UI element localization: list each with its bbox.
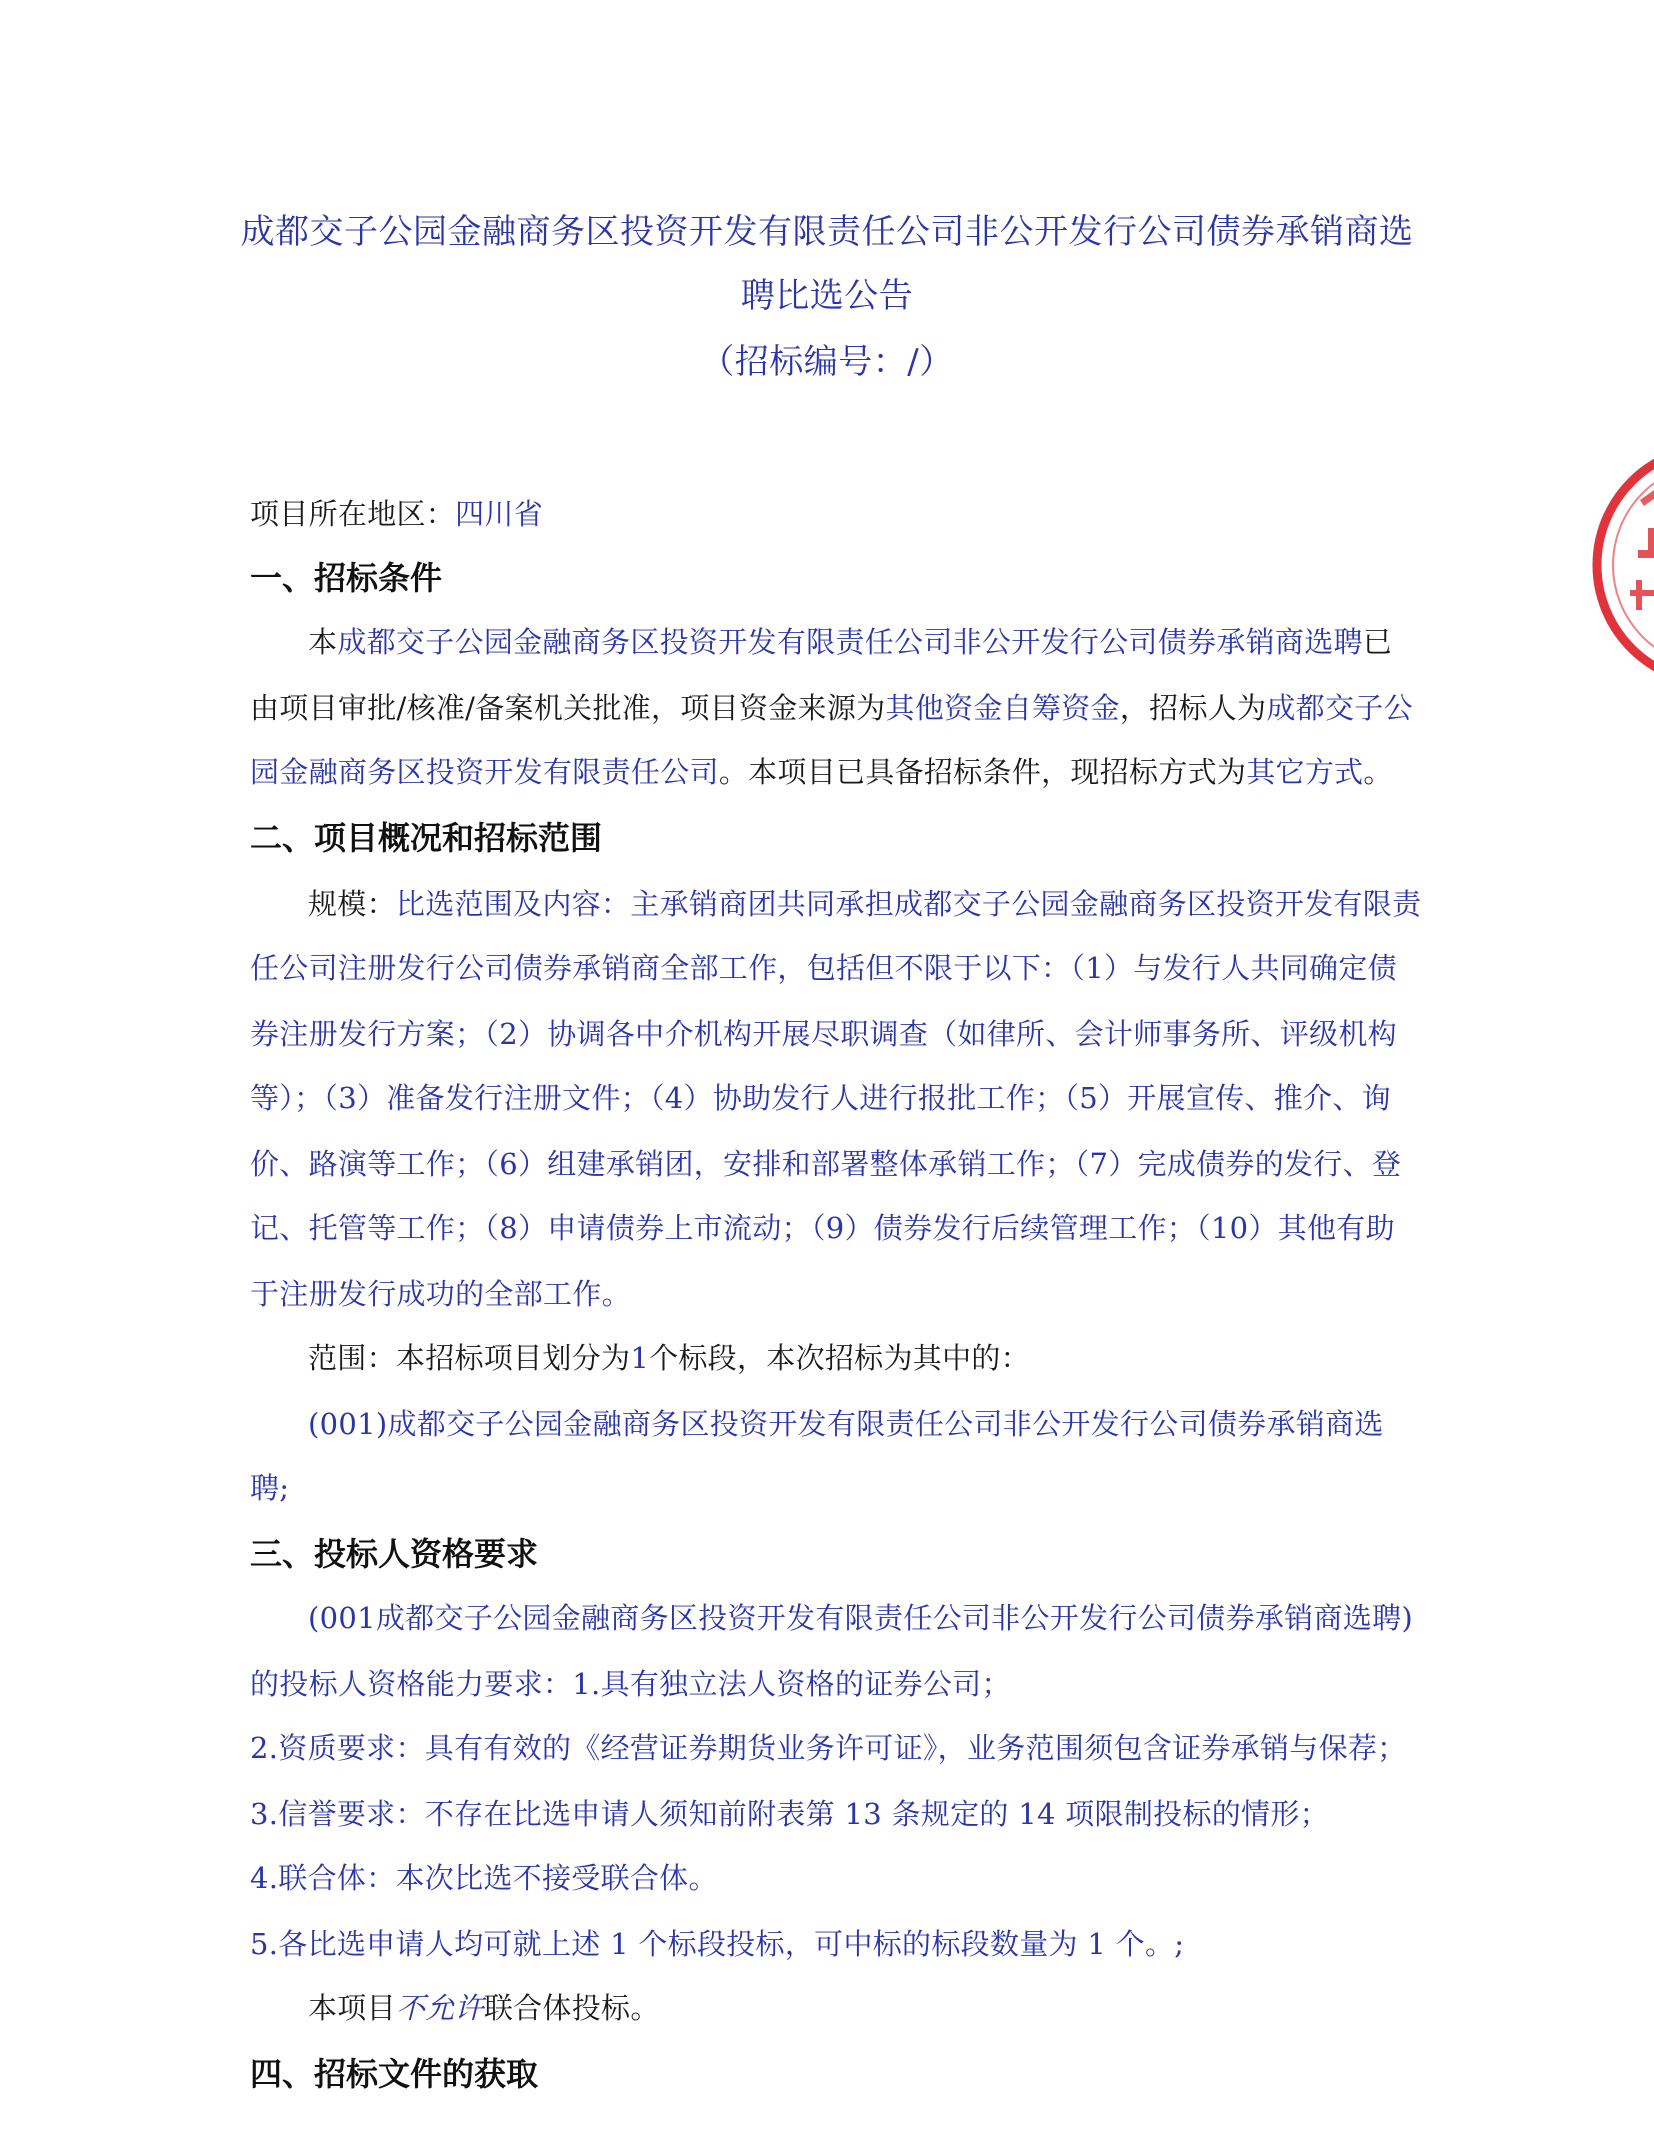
section3-line6: 5.各比选申请人均可就上述 1 个标段投标，可中标的标段数量为 1 个。;	[250, 1927, 1185, 1961]
text-segment: 本	[308, 625, 338, 659]
consortium-status: 不允许	[395, 1991, 484, 2025]
section3-line1: (001成都交子公园金融商务区投资开发有限责任公司非公开发行公司债券承销商选聘)	[308, 1601, 1413, 1635]
text-segment: 。	[1363, 755, 1393, 789]
section3-line5: 4.联合体：本次比选不接受联合体。	[250, 1861, 718, 1895]
tenderer-name: 成都交子公	[1266, 691, 1413, 725]
project-region	[250, 494, 543, 534]
seal-stamp-icon	[1590, 420, 1654, 710]
section3-heading: 三、投标人资格要求	[250, 1535, 539, 1573]
section3-line4: 3.信誉要求：不存在比选申请人须知前附表第 13 条规定的 14 项限制投标的情形；	[250, 1797, 1329, 1831]
lot-item-cont: 聘;	[250, 1471, 290, 1505]
text-segment: 本项目	[308, 1991, 396, 2025]
region-value: 四川省	[455, 497, 544, 531]
text-segment: ，招标人为	[1119, 691, 1267, 725]
tender-method: 其它方式	[1246, 755, 1364, 789]
section4-heading: 四、招标文件的获取	[250, 2055, 539, 2093]
document-title-line2: 聘比选公告	[740, 276, 914, 316]
lot-item: (001)成都交子公园金融商务区投资开发有限责任公司非公开发行公司债券承销商选	[308, 1407, 1384, 1441]
section2-line3: 券注册发行方案；（2）协调各中介机构开展尽职调查（如律所、会计师事务所、评级机构	[250, 1017, 1397, 1051]
section1-line1	[308, 622, 1392, 662]
text-segment: 。本项目已具备招标条件，现招标方式为	[718, 755, 1247, 789]
region-label: 项目所在地区：	[250, 497, 456, 531]
funding-source: 其他资金自筹资金	[885, 691, 1120, 725]
section3-line3: 2.资质要求：具有有效的《经营证券期货业务许可证》，业务范围须包含证券承销与保荐；	[250, 1731, 1407, 1765]
document-title-line1: 成都交子公园金融商务区投资开发有限责任公司非公开发行公司债券承销商选	[240, 212, 1414, 252]
section2-range	[308, 1338, 1030, 1378]
tender-code: （招标编号：/）	[700, 342, 954, 382]
section3-line2: 的投标人资格能力要求：1.具有独立法人资格的证券公司；	[250, 1667, 1011, 1701]
section2-line4: 等）；（3）准备发行注册文件；（4）协助发行人进行报批工作；（5）开展宣传、推介、询	[250, 1081, 1391, 1115]
scale-text: 比选范围及内容：主承销商团共同承担成都交子公园金融商务区投资开发有限责	[395, 887, 1422, 921]
section2-heading: 二、项目概况和招标范围	[250, 819, 603, 857]
text-segment: 已	[1362, 625, 1393, 659]
section2-line1	[308, 884, 1421, 924]
text-segment: 由项目审批/核准/备案机关批准，项目资金来源为	[250, 691, 886, 725]
section1-heading: 一、招标条件	[250, 559, 443, 597]
text-segment: 个标段，本次招标为其中的：	[649, 1341, 1030, 1375]
section1-line2	[250, 688, 1413, 728]
section2-line5: 价、路演等工作；（6）组建承销团，安排和部署整体承销工作；（7）完成债券的发行、登	[250, 1147, 1402, 1181]
section2-line7: 于注册发行成功的全部工作。	[250, 1277, 631, 1311]
section1-line3	[250, 752, 1393, 792]
lot-count: 1	[630, 1341, 650, 1375]
text-segment: 联合体投标。	[483, 1991, 660, 2025]
project-name: 成都交子公园金融商务区投资开发有限责任公司非公开发行公司债券承销商选聘	[337, 625, 1363, 659]
tenderer-name-cont: 园金融商务区投资开发有限责任公司	[250, 755, 719, 789]
scale-label: 规模：	[308, 887, 396, 921]
text-segment: 范围：本招标项目划分为	[308, 1341, 631, 1375]
section2-line2: 任公司注册发行公司债券承销商全部工作，包括但不限于以下：（1）与发行人共同确定债	[250, 951, 1397, 985]
section2-line6: 记、托管等工作；（8）申请债券上市流动；（9）债券发行后续管理工作；（10）其他有助	[250, 1211, 1395, 1245]
section3-line7	[308, 1988, 660, 2028]
